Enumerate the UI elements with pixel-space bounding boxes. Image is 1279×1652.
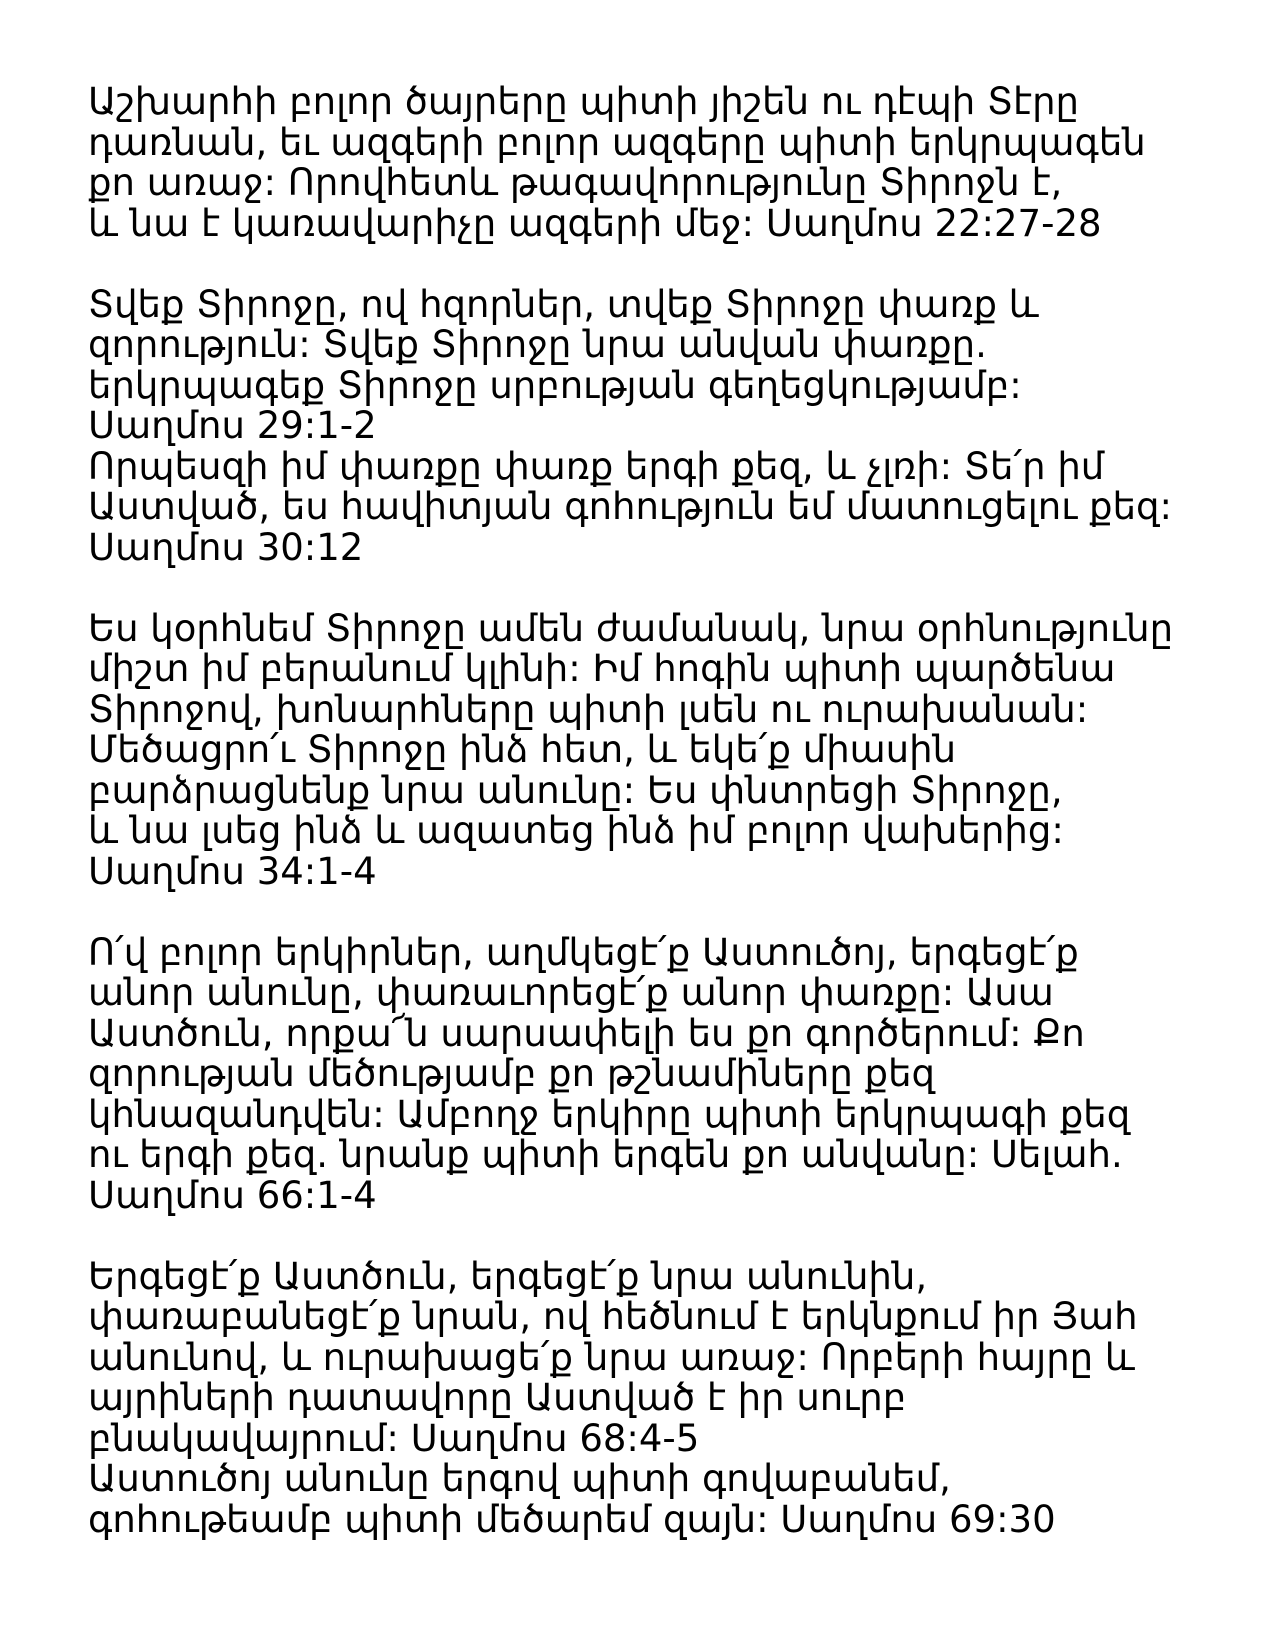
paragraph-psalm-66 — [88, 930, 1248, 1217]
text-line: Սաղմոս 29:1-2 — [88, 404, 377, 447]
text-line: այրիների դատավորը Աստված է իր սուրբ — [88, 1376, 907, 1419]
text-line: ու երգի քեզ. նրանք պիտի երգեն քո անվանը: Սելահ. — [88, 1133, 1123, 1176]
text-line: բարձրացնենք նրա անունը: Ես փնտրեցի Տիրոջը, — [88, 768, 1063, 812]
text-line: բնակավայրում: Սաղմոս 68:4-5 — [88, 1416, 700, 1460]
paragraph-spacer — [88, 892, 1248, 933]
text-line: Աստծուն, որքա՜ն սարսափելի ես քո գործերում: Քո — [88, 1011, 1085, 1055]
text-line: և նա է կառավարիչը ազգերի մեջ: Սաղմոս 22:27-28 — [88, 201, 1102, 245]
paragraph-spacer — [88, 244, 1248, 285]
text-line: և նա լսեց ինձ և ազատեց ինձ իմ բոլոր վախերից: — [88, 809, 1064, 852]
text-line: Ո՛վ բոլոր երկիրներ, աղմկեցէ՛ք Աստուծոյ, երգեցէ՛ք — [88, 930, 1079, 974]
paragraph-psalm-68-69 — [88, 1254, 1248, 1541]
text-line: զորության մեծությամբ քո թշնամիները քեզ — [88, 1052, 936, 1095]
text-line: Սաղմոս 66:1-4 — [88, 1173, 377, 1217]
paragraph-spacer — [88, 568, 1248, 609]
text-line: Երգեցէ՛ք Աստծուն, երգեցէ՛ք նրա անունին, — [88, 1254, 928, 1298]
text-line: Որպեսզի իմ փառքը փառք երգի քեզ, և չլռի: Տե՛ր իմ — [88, 444, 1105, 488]
paragraph-psalm-29-30 — [88, 282, 1248, 569]
text-line: Աշխարհի բոլոր ծայրերը պիտի յիշեն ու դէպի Տէրը — [88, 80, 1079, 123]
text-line: անունով, և ուրախացե՛ք նրա առաջ: Որբերի հայրը և — [88, 1335, 1135, 1379]
text-line: գոհութեամբ պիտի մեծարեմ զայն: Սաղմոս 69:30 — [88, 1497, 1056, 1541]
text-line: դառնան, եւ ազգերի բոլոր ազգերը պիտի երկրպագեն — [88, 120, 1146, 164]
paragraph-psalm-34 — [88, 606, 1248, 893]
text-line: անոր անունը, փառաւորեցէ՛ք անոր փառքը: Ասա — [88, 971, 1054, 1014]
text-line: միշտ իմ բերանում կլինի: Իմ հոգին պիտի պարծենա — [88, 647, 1116, 690]
text-line: երկրպագեք Տիրոջը սրբության գեղեցկությամբ: — [88, 363, 1022, 407]
document-page — [88, 82, 1248, 1540]
text-line: Սաղմոս 34:1-4 — [88, 849, 377, 893]
text-line: Տվեք Տիրոջը, ով հզորներ, տվեք Տիրոջը փառք և — [88, 282, 1039, 326]
paragraph-psalm-22 — [88, 82, 1248, 244]
text-line: Աստուծոյ անունը երգով պիտի գովաբանեմ, — [88, 1457, 951, 1500]
text-line: Սաղմոս 30:12 — [88, 525, 364, 569]
text-line: Աստված, ես հավիտյան գոհություն եմ մատուցելու քեզ: — [88, 485, 1172, 528]
paragraph-spacer — [88, 1216, 1248, 1257]
text-line: Մեծացրո՛ւ Տիրոջը ինձ հետ, և եկե՛ք միասին — [88, 728, 957, 771]
text-line: Ես կօրհնեմ Տիրոջը ամեն ժամանակ, նրա օրհնությունը — [88, 606, 1174, 650]
text-line: կհնազանդվեն: Ամբողջ երկիրը պիտի երկրպագի քեզ — [88, 1092, 1131, 1136]
text-line: փառաբանեցէ՛ք նրան, ով հեծնում է երկնքում իր Յահ — [88, 1295, 1138, 1338]
text-line: Տիրոջով, խոնարհները պիտի լսեն ու ուրախանան: — [88, 687, 1089, 731]
text-line: քո առաջ: Որովհետև թագավորությունը Տիրոջն է, — [88, 161, 1063, 204]
text-line: զորություն: Տվեք Տիրոջը նրա անվան փառքը. — [88, 323, 987, 366]
